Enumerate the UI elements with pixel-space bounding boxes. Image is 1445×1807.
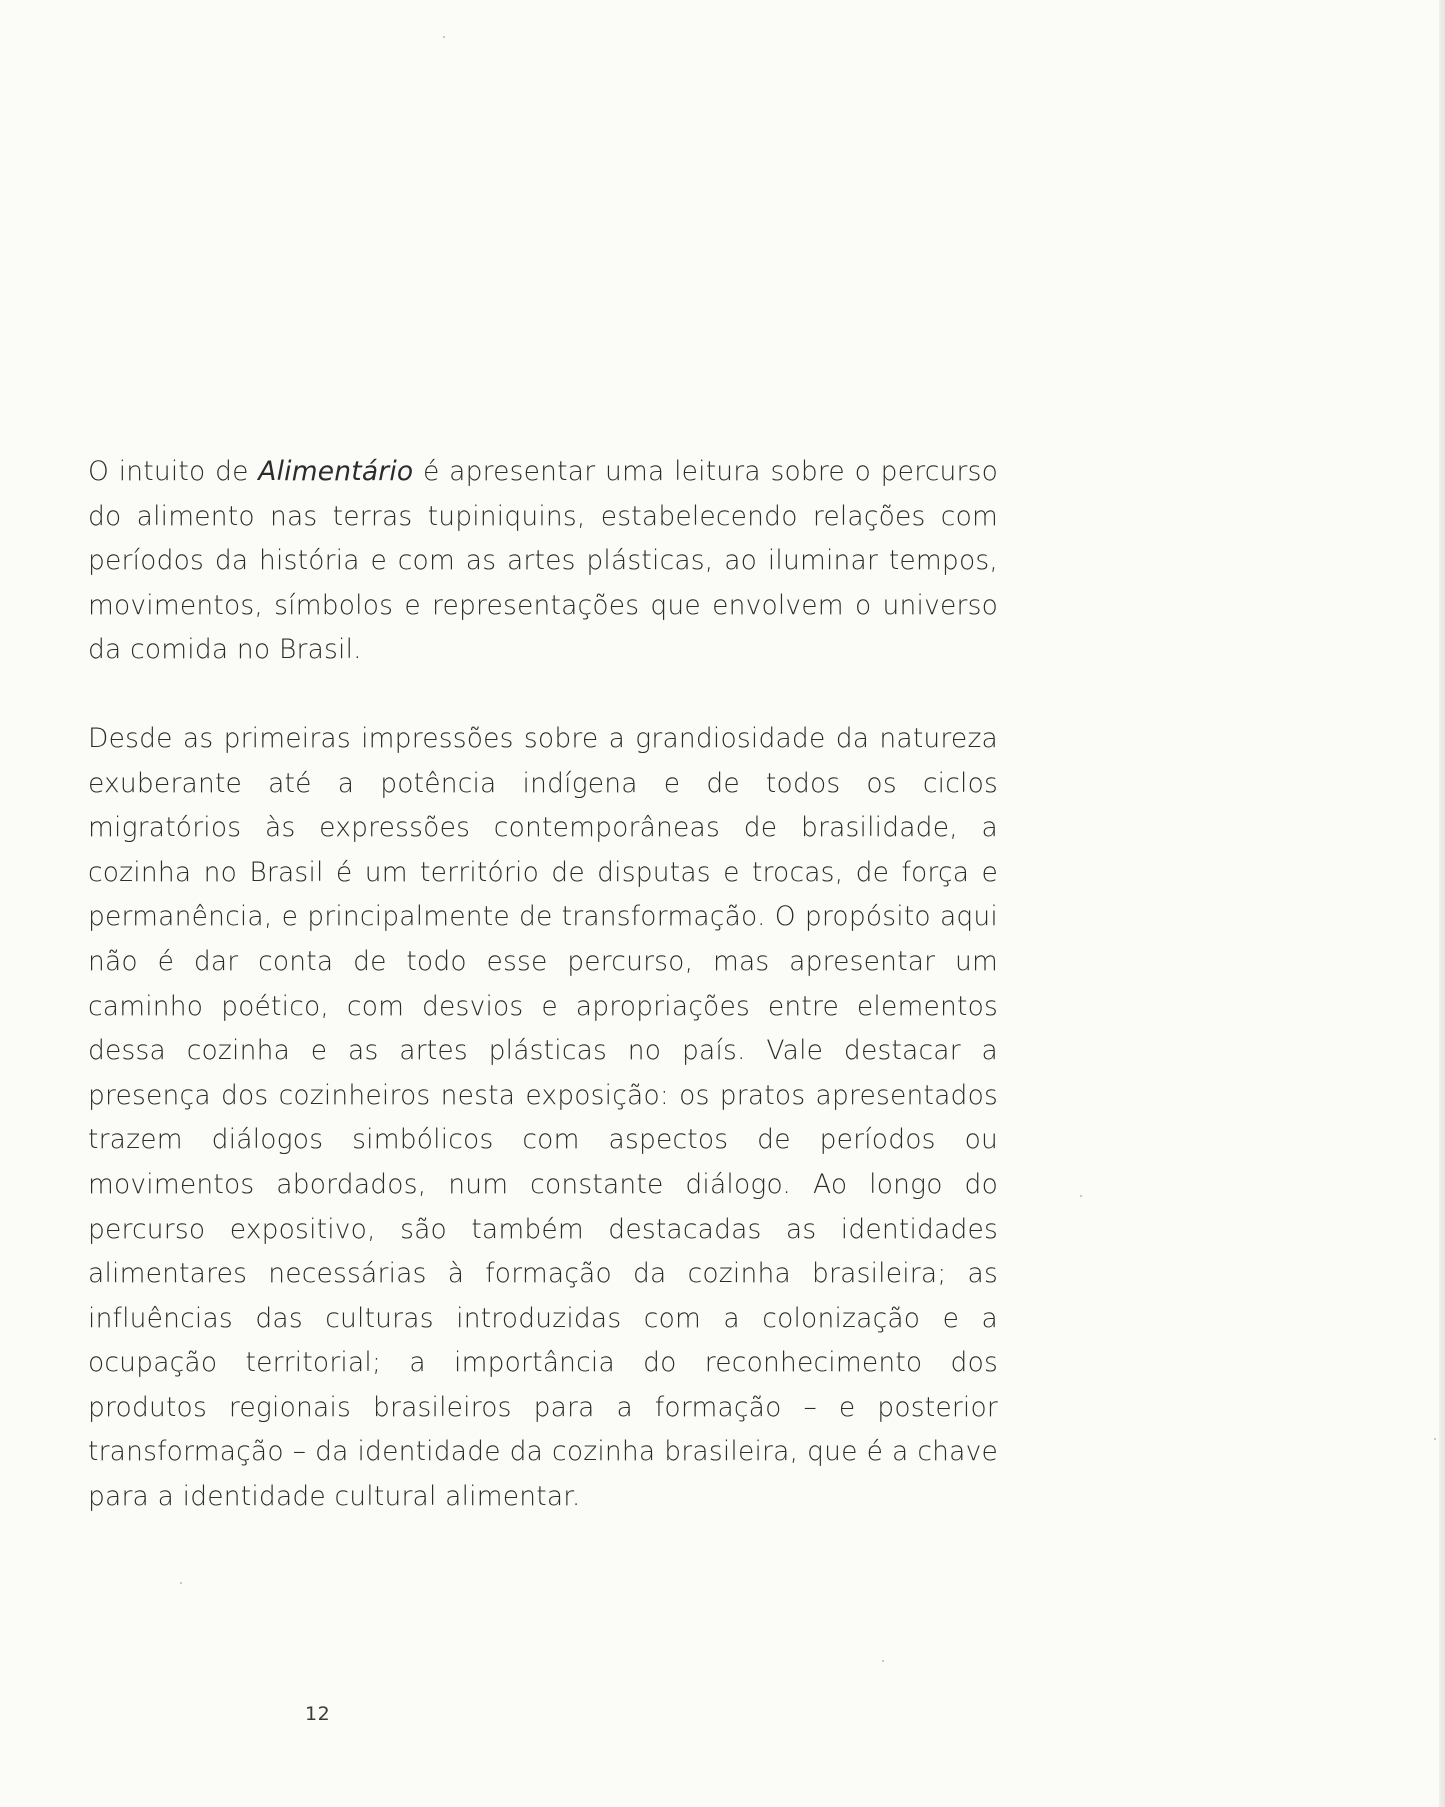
paragraph-main: Desde as primeiras impressões sobre a grandiosidade da natureza exuberante até a potência indígena e de todos os ciclos migratórios às expressões contemporâneas de brasilidade, a cozinha no Brasil é um território de disputas e trocas, de força e permanência, e principalmente de transformação. O propósito aqui não é dar conta de todo esse percurso, mas apresentar um caminho poético, com desvios e apropriações entre elementos dessa cozinha e as artes plásticas no país. Vale destacar a presença dos cozinheiros nesta exposição: os pratos apresentados trazem diálogos simbólicos com aspectos de períodos ou movimentos abordados, num constante diálogo. Ao longo do percurso expositivo, são também destacadas as identidades alimentares necessárias à formação da cozinha brasileira; as influências das culturas introduzidas com a colonização e a ocupação territorial; a importância do reconhecimento dos produtos regionais brasileiros para a formação – e posterior transformação – da identidade da cozinha brasileira, que é a chave para a identidade cultural alimentar.	[88, 722, 998, 1513]
page-edge	[1439, 0, 1445, 1807]
paper-speck	[1434, 1438, 1436, 1440]
paper-speck	[180, 1582, 182, 1584]
paper-speck	[882, 1660, 884, 1662]
body-text	[88, 450, 998, 1520]
intro-suffix: é apresentar uma leitura sobre o percurso do alimento nas terras tupiniquins, estabelecendo relações com períodos da história e com as artes plásticas, ao iluminar tempos, movimentos, símbolos e representações que envolvem o universo da comida no Brasil.	[88, 456, 998, 666]
book-title: Alimentário	[258, 456, 414, 487]
paper-speck	[443, 36, 445, 38]
paragraph-intro	[88, 450, 998, 673]
intro-prefix: O intuito de	[88, 456, 259, 487]
paper-speck	[1080, 1195, 1082, 1197]
page-number: 12	[305, 1703, 331, 1725]
